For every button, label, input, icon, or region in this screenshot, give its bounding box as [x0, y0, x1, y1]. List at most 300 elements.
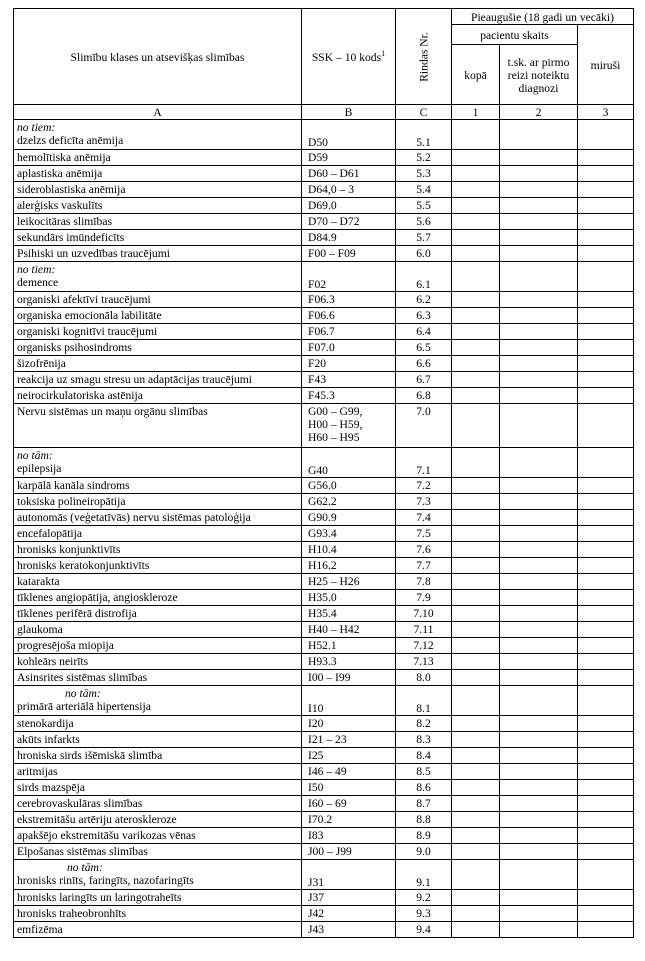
row-number: 6.3 [396, 308, 452, 324]
disease-name: hronisks konjunktivīts [17, 543, 121, 556]
count-deceased-cell[interactable] [578, 574, 634, 590]
count-total-cell[interactable] [452, 558, 500, 574]
count-first-time-cell[interactable] [500, 182, 578, 198]
count-total-cell[interactable] [452, 654, 500, 670]
disease-name-cell [14, 542, 302, 558]
icd-code-cell [302, 670, 396, 686]
icd-code: G00 – G99, H00 – H59, H60 – H95 [308, 405, 363, 444]
count-deceased-cell[interactable] [578, 120, 634, 150]
disease-name: aritmijas [17, 765, 58, 778]
icd-code-cell [302, 732, 396, 748]
count-first-time-cell[interactable] [500, 638, 578, 654]
icd-code: I00 – I99 [308, 671, 351, 684]
table-row [14, 356, 634, 372]
count-deceased-cell[interactable] [578, 906, 634, 922]
count-first-time-cell[interactable] [500, 860, 578, 890]
disease-name-cell [14, 324, 302, 340]
subgroup-label: no tām: [65, 687, 101, 700]
count-deceased-cell[interactable] [578, 448, 634, 478]
icd-code-cell [302, 638, 396, 654]
disease-name: kohleārs neirīts [17, 655, 89, 668]
count-total-cell[interactable] [452, 828, 500, 844]
count-total-cell[interactable] [452, 748, 500, 764]
row-number: 8.9 [396, 828, 452, 844]
count-total-cell[interactable] [452, 638, 500, 654]
row-number: 7.4 [396, 510, 452, 526]
disease-name: neirocirkulatoriska astēnija [17, 389, 143, 402]
icd-code: H40 – H42 [308, 623, 360, 636]
count-first-time-cell[interactable] [500, 654, 578, 670]
count-total-cell[interactable] [452, 324, 500, 340]
count-total-cell[interactable] [452, 780, 500, 796]
disease-name: encefalopātija [17, 527, 83, 540]
icd-code: H16.2 [308, 559, 337, 572]
disease-name: Psihiski un uzvedības traucējumi [17, 247, 170, 260]
count-first-time-cell[interactable] [500, 404, 578, 448]
disease-name-cell [14, 828, 302, 844]
disease-name: Nervu sistēmas un maņu orgānu slimības [17, 405, 208, 418]
count-first-time-cell[interactable] [500, 372, 578, 388]
disease-name: hemolītiska anēmija [17, 151, 111, 164]
count-deceased-cell[interactable] [578, 764, 634, 780]
icd-code-cell [302, 494, 396, 510]
icd-code-cell [302, 510, 396, 526]
disease-name-cell [14, 182, 302, 198]
count-first-time-cell[interactable] [500, 246, 578, 262]
count-deceased-cell[interactable] [578, 340, 634, 356]
header-row-number-label: Rindas Nr. [417, 31, 430, 82]
row-number: 6.4 [396, 324, 452, 340]
table-row [14, 828, 634, 844]
disease-name-cell [14, 262, 302, 292]
icd-code-cell [302, 796, 396, 812]
count-first-time-cell[interactable] [500, 214, 578, 230]
icd-code-cell [302, 906, 396, 922]
count-total-cell[interactable] [452, 510, 500, 526]
count-first-time-cell[interactable] [500, 230, 578, 246]
disease-name: tīklenes angiopātija, angioskleroze [17, 591, 178, 604]
disease-name: šizofrēnija [17, 357, 66, 370]
icd-code: I25 [308, 749, 324, 762]
count-first-time-cell[interactable] [500, 828, 578, 844]
count-deceased-cell[interactable] [578, 526, 634, 542]
count-total-cell[interactable] [452, 198, 500, 214]
count-total-cell[interactable] [452, 860, 500, 890]
count-first-time-cell[interactable] [500, 922, 578, 938]
count-total-cell[interactable] [452, 214, 500, 230]
count-deceased-cell[interactable] [578, 214, 634, 230]
header-adults: Pieaugušie (18 gadi un vecāki) [452, 9, 634, 25]
count-total-cell[interactable] [452, 404, 500, 448]
count-total-cell[interactable] [452, 308, 500, 324]
header-row-number [396, 9, 452, 105]
count-deceased-cell[interactable] [578, 844, 634, 860]
disease-name: reakcija uz smagu stresu un adaptācijas traucējumi [17, 373, 252, 386]
table-row [14, 182, 634, 198]
row-number: 6.5 [396, 340, 452, 356]
count-first-time-cell[interactable] [500, 308, 578, 324]
count-total-cell[interactable] [452, 890, 500, 906]
table-row [14, 340, 634, 356]
count-deceased-cell[interactable] [578, 262, 634, 292]
row-number: 6.1 [396, 262, 452, 292]
count-deceased-cell[interactable] [578, 150, 634, 166]
count-deceased-cell[interactable] [578, 686, 634, 716]
icd-code-cell [302, 542, 396, 558]
disease-name: progresējoša miopija [17, 639, 114, 652]
icd-code: I10 [308, 702, 324, 715]
count-first-time-cell[interactable] [500, 494, 578, 510]
count-total-cell[interactable] [452, 542, 500, 558]
row-number: 6.8 [396, 388, 452, 404]
row-number: 8.6 [396, 780, 452, 796]
count-total-cell[interactable] [452, 182, 500, 198]
disease-name-cell [14, 214, 302, 230]
row-number: 5.2 [396, 150, 452, 166]
disease-name-cell [14, 230, 302, 246]
count-total-cell[interactable] [452, 670, 500, 686]
count-deceased-cell[interactable] [578, 780, 634, 796]
count-first-time-cell[interactable] [500, 340, 578, 356]
count-first-time-cell[interactable] [500, 478, 578, 494]
count-first-time-cell[interactable] [500, 356, 578, 372]
count-deceased-cell[interactable] [578, 638, 634, 654]
header-patient-count: pacientu skaits [452, 25, 578, 45]
icd-code: H25 – H26 [308, 575, 360, 588]
count-total-cell[interactable] [452, 922, 500, 938]
col-letter-b: B [302, 105, 396, 120]
count-deceased-cell[interactable] [578, 812, 634, 828]
row-number: 7.10 [396, 606, 452, 622]
row-number: 9.4 [396, 922, 452, 938]
count-total-cell[interactable] [452, 732, 500, 748]
table-row [14, 890, 634, 906]
disease-name-cell [14, 478, 302, 494]
table-row [14, 510, 634, 526]
col-number-3: 3 [578, 105, 634, 120]
icd-code-cell [302, 686, 396, 716]
count-deceased-cell[interactable] [578, 308, 634, 324]
icd-code-cell [302, 812, 396, 828]
count-first-time-cell[interactable] [500, 558, 578, 574]
row-number: 7.5 [396, 526, 452, 542]
row-number: 6.0 [396, 246, 452, 262]
count-first-time-cell[interactable] [500, 812, 578, 828]
icd-code-cell [302, 478, 396, 494]
icd-code-cell [302, 716, 396, 732]
count-first-time-cell[interactable] [500, 388, 578, 404]
icd-code: F06.6 [308, 309, 335, 322]
count-first-time-cell[interactable] [500, 150, 578, 166]
count-deceased-cell[interactable] [578, 748, 634, 764]
count-deceased-cell[interactable] [578, 860, 634, 890]
disease-name: dzelzs deficīta anēmija [17, 134, 124, 147]
count-total-cell[interactable] [452, 246, 500, 262]
disease-name-cell [14, 654, 302, 670]
table-row [14, 372, 634, 388]
count-first-time-cell[interactable] [500, 526, 578, 542]
count-deceased-cell[interactable] [578, 404, 634, 448]
disease-name-cell [14, 890, 302, 906]
disease-name-cell [14, 372, 302, 388]
icd-code-cell [302, 590, 396, 606]
table-row [14, 732, 634, 748]
icd-code-cell [302, 890, 396, 906]
row-number: 9.1 [396, 860, 452, 890]
count-total-cell[interactable] [452, 166, 500, 182]
count-total-cell[interactable] [452, 340, 500, 356]
row-number: 7.0 [396, 404, 452, 448]
count-total-cell[interactable] [452, 764, 500, 780]
icd-code: G40 [308, 464, 328, 477]
disease-name: toksiska polineiropātija [17, 495, 126, 508]
count-total-cell[interactable] [452, 622, 500, 638]
table-row [14, 622, 634, 638]
count-total-cell[interactable] [452, 150, 500, 166]
row-number: 7.7 [396, 558, 452, 574]
table-row [14, 860, 634, 890]
disease-name-cell [14, 448, 302, 478]
disease-name: akūts infarkts [17, 733, 80, 746]
disease-name: organiska emocionāla labilitāte [17, 309, 162, 322]
count-first-time-cell[interactable] [500, 542, 578, 558]
disease-name-cell [14, 510, 302, 526]
count-deceased-cell[interactable] [578, 922, 634, 938]
count-first-time-cell[interactable] [500, 686, 578, 716]
header-ssk-footnote: 1 [381, 48, 386, 58]
disease-name-cell [14, 844, 302, 860]
disease-name: hronisks traheobronhīts [17, 907, 127, 920]
table-row [14, 764, 634, 780]
disease-name-cell [14, 590, 302, 606]
count-deceased-cell[interactable] [578, 622, 634, 638]
icd-code-cell [302, 606, 396, 622]
disease-name-cell [14, 340, 302, 356]
disease-name-cell [14, 732, 302, 748]
table-row [14, 574, 634, 590]
icd-code: I50 [308, 781, 324, 794]
count-deceased-cell[interactable] [578, 606, 634, 622]
disease-name: cerebrovaskulāras slimības [17, 797, 143, 810]
disease-name-cell [14, 638, 302, 654]
count-deceased-cell[interactable] [578, 292, 634, 308]
table-row [14, 478, 634, 494]
disease-name: hronisks rinīts, faringīts, nazofaringīts [17, 874, 194, 887]
count-first-time-cell[interactable] [500, 622, 578, 638]
icd-code: D60 – D61 [308, 167, 360, 180]
count-total-cell[interactable] [452, 574, 500, 590]
icd-code-cell [302, 150, 396, 166]
count-deceased-cell[interactable] [578, 654, 634, 670]
icd-code-cell [302, 574, 396, 590]
count-total-cell[interactable] [452, 686, 500, 716]
count-deceased-cell[interactable] [578, 478, 634, 494]
count-deceased-cell[interactable] [578, 558, 634, 574]
icd-code: I20 [308, 717, 324, 730]
col-number-1: 1 [452, 105, 500, 120]
count-first-time-cell[interactable] [500, 906, 578, 922]
disease-name-cell [14, 606, 302, 622]
count-first-time-cell[interactable] [500, 292, 578, 308]
count-deceased-cell[interactable] [578, 166, 634, 182]
icd-code: D69.0 [308, 199, 337, 212]
count-total-cell[interactable] [452, 844, 500, 860]
row-number: 6.2 [396, 292, 452, 308]
icd-code-cell [302, 388, 396, 404]
count-total-cell[interactable] [452, 230, 500, 246]
table-row [14, 494, 634, 510]
count-deceased-cell[interactable] [578, 716, 634, 732]
icd-code: G56.0 [308, 479, 337, 492]
count-deceased-cell[interactable] [578, 230, 634, 246]
count-total-cell[interactable] [452, 120, 500, 150]
table-row [14, 812, 634, 828]
count-total-cell[interactable] [452, 716, 500, 732]
count-deceased-cell[interactable] [578, 732, 634, 748]
disease-name-cell [14, 716, 302, 732]
icd-code: D70 – D72 [308, 215, 360, 228]
icd-code-cell [302, 654, 396, 670]
count-total-cell[interactable] [452, 262, 500, 292]
icd-code: I46 – 49 [308, 765, 347, 778]
table-row [14, 404, 634, 448]
count-deceased-cell[interactable] [578, 590, 634, 606]
header-ssk-label: SSK – 10 kods [311, 50, 382, 64]
row-number: 5.7 [396, 230, 452, 246]
disease-name: apakšējo ekstremitāšu varikozas vēnas [17, 829, 196, 842]
header-deceased: miruši [578, 25, 634, 105]
count-deceased-cell[interactable] [578, 670, 634, 686]
disease-name: organiski kognitīvi traucējumi [17, 325, 158, 338]
count-deceased-cell[interactable] [578, 198, 634, 214]
row-number: 7.3 [396, 494, 452, 510]
count-deceased-cell[interactable] [578, 182, 634, 198]
disease-name: ekstremitāšu artēriju ateroskleroze [17, 813, 177, 826]
header-total: kopā [452, 45, 500, 105]
count-total-cell[interactable] [452, 906, 500, 922]
count-deceased-cell[interactable] [578, 324, 634, 340]
table-row [14, 558, 634, 574]
header-ssk-code [302, 9, 396, 105]
count-first-time-cell[interactable] [500, 448, 578, 478]
count-first-time-cell[interactable] [500, 262, 578, 292]
count-first-time-cell[interactable] [500, 606, 578, 622]
count-deceased-cell[interactable] [578, 494, 634, 510]
icd-code: J37 [308, 891, 325, 904]
count-total-cell[interactable] [452, 478, 500, 494]
row-number: 5.4 [396, 182, 452, 198]
table-row [14, 542, 634, 558]
row-number: 7.8 [396, 574, 452, 590]
count-first-time-cell[interactable] [500, 890, 578, 906]
icd-code: I83 [308, 829, 324, 842]
icd-code-cell [302, 404, 396, 448]
icd-code: F06.3 [308, 293, 335, 306]
count-first-time-cell[interactable] [500, 764, 578, 780]
icd-code-cell [302, 214, 396, 230]
count-deceased-cell[interactable] [578, 372, 634, 388]
count-first-time-cell[interactable] [500, 166, 578, 182]
count-deceased-cell[interactable] [578, 246, 634, 262]
count-total-cell[interactable] [452, 292, 500, 308]
count-total-cell[interactable] [452, 388, 500, 404]
row-number: 8.8 [396, 812, 452, 828]
count-first-time-cell[interactable] [500, 844, 578, 860]
disease-name-cell [14, 120, 302, 150]
icd-code: J00 – J99 [308, 845, 352, 858]
disease-name-cell [14, 356, 302, 372]
count-total-cell[interactable] [452, 606, 500, 622]
count-deceased-cell[interactable] [578, 510, 634, 526]
disease-name-cell [14, 812, 302, 828]
count-first-time-cell[interactable] [500, 716, 578, 732]
count-deceased-cell[interactable] [578, 890, 634, 906]
disease-name: hroniska sirds išēmiskā slimība [17, 749, 163, 762]
icd-code-cell [302, 764, 396, 780]
icd-code: D84.9 [308, 231, 337, 244]
count-first-time-cell[interactable] [500, 796, 578, 812]
disease-name-cell [14, 670, 302, 686]
count-total-cell[interactable] [452, 448, 500, 478]
count-first-time-cell[interactable] [500, 748, 578, 764]
count-first-time-cell[interactable] [500, 590, 578, 606]
count-total-cell[interactable] [452, 796, 500, 812]
count-total-cell[interactable] [452, 372, 500, 388]
disease-name: Asinsrites sistēmas slimības [17, 671, 148, 684]
count-deceased-cell[interactable] [578, 356, 634, 372]
count-total-cell[interactable] [452, 812, 500, 828]
count-deceased-cell[interactable] [578, 828, 634, 844]
count-first-time-cell[interactable] [500, 198, 578, 214]
icd-code: J43 [308, 923, 325, 936]
count-first-time-cell[interactable] [500, 324, 578, 340]
row-number: 7.12 [396, 638, 452, 654]
count-total-cell[interactable] [452, 494, 500, 510]
disease-name-cell [14, 494, 302, 510]
count-total-cell[interactable] [452, 590, 500, 606]
table-row [14, 166, 634, 182]
table-row [14, 448, 634, 478]
row-number: 7.13 [396, 654, 452, 670]
icd-code: F07.0 [308, 341, 335, 354]
icd-code-cell [302, 860, 396, 890]
count-deceased-cell[interactable] [578, 388, 634, 404]
count-first-time-cell[interactable] [500, 670, 578, 686]
icd-code-cell [302, 340, 396, 356]
disease-name: Elpošanas sistēmas slimības [17, 845, 148, 858]
count-deceased-cell[interactable] [578, 796, 634, 812]
count-first-time-cell[interactable] [500, 732, 578, 748]
disease-statistics-table [13, 8, 634, 938]
count-total-cell[interactable] [452, 356, 500, 372]
icd-code: F43 [308, 373, 327, 386]
count-first-time-cell[interactable] [500, 574, 578, 590]
table-row [14, 686, 634, 716]
count-first-time-cell[interactable] [500, 120, 578, 150]
disease-name-cell [14, 388, 302, 404]
row-number: 5.5 [396, 198, 452, 214]
table-row [14, 590, 634, 606]
count-first-time-cell[interactable] [500, 780, 578, 796]
disease-name-cell [14, 922, 302, 938]
table-row [14, 308, 634, 324]
count-first-time-cell[interactable] [500, 510, 578, 526]
disease-name: primārā arteriālā hipertensija [17, 700, 151, 713]
count-deceased-cell[interactable] [578, 542, 634, 558]
disease-name: sideroblastiska anēmija [17, 183, 126, 196]
table-row [14, 526, 634, 542]
count-total-cell[interactable] [452, 526, 500, 542]
